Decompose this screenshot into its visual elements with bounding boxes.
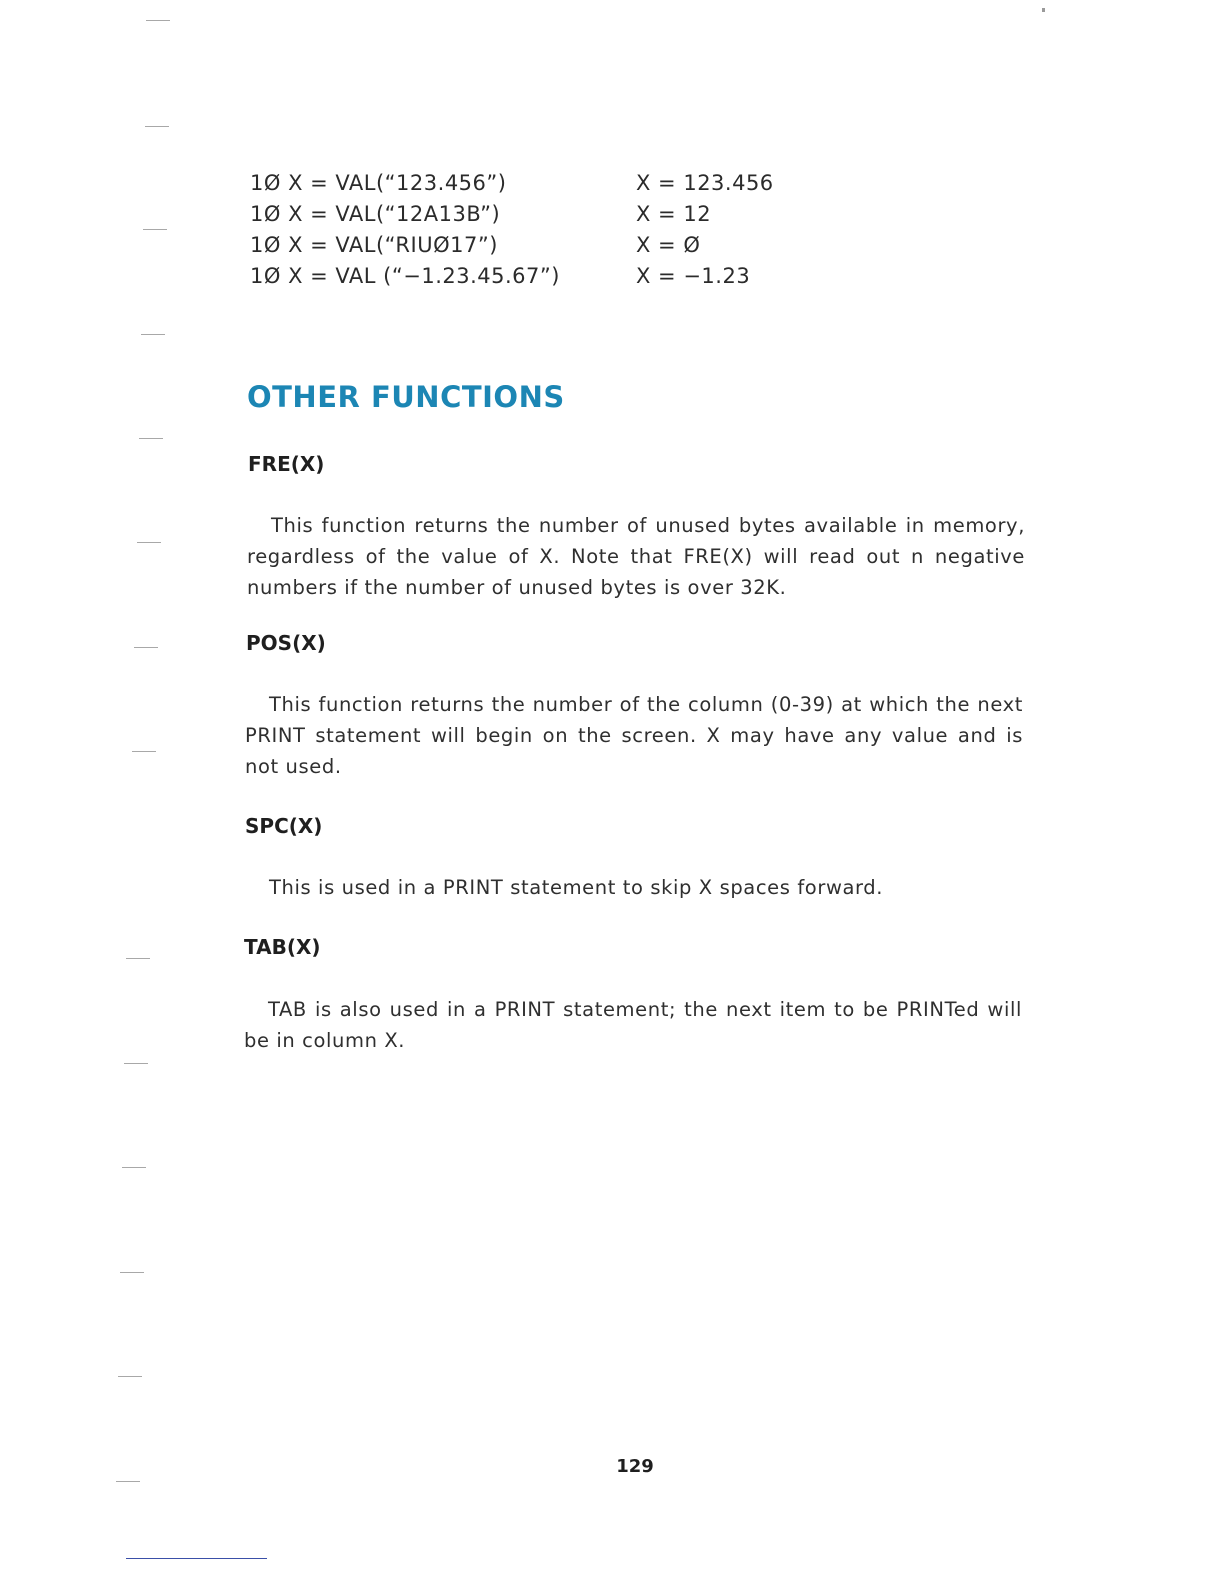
scan-speck bbox=[1042, 8, 1045, 12]
binder-mark bbox=[122, 1167, 146, 1168]
fre-function-description: This function returns the number of unused bytes available in memory, regardless of the value of X. Note that FRE(X) will read out n negative numbers if the number of unused bytes is over 32K. bbox=[247, 514, 1025, 599]
binder-mark bbox=[141, 334, 165, 335]
binder-mark bbox=[143, 229, 167, 230]
binder-mark bbox=[120, 1272, 144, 1273]
binder-mark bbox=[137, 542, 161, 543]
example-result: X = 123.456 bbox=[636, 171, 774, 195]
binder-mark bbox=[134, 647, 158, 648]
example-row bbox=[250, 168, 810, 199]
spc-function-title: SPC(X) bbox=[245, 814, 323, 838]
pos-function-title: POS(X) bbox=[246, 631, 326, 655]
tab-function-title: TAB(X) bbox=[244, 935, 321, 959]
val-examples bbox=[250, 168, 810, 292]
binder-mark bbox=[145, 126, 169, 127]
example-result: X = −1.23 bbox=[636, 264, 751, 288]
binder-mark bbox=[124, 1063, 148, 1064]
example-row bbox=[250, 230, 810, 261]
binder-mark bbox=[146, 20, 170, 21]
pos-function-description: This function returns the number of the column (0-39) at which the next PRINT statement will begin on the screen. X may have any value and is not used. bbox=[245, 693, 1023, 778]
section-heading: OTHER FUNCTIONS bbox=[247, 380, 565, 414]
binder-mark bbox=[116, 1481, 140, 1482]
example-code: 1Ø X = VAL(“123.456”) bbox=[250, 171, 507, 195]
tab-function-description: TAB is also used in a PRINT statement; the next item to be PRINTed will be in column X. bbox=[244, 998, 1022, 1052]
example-code: 1Ø X = VAL(“12A13B”) bbox=[250, 202, 501, 226]
fre-function-title: FRE(X) bbox=[248, 452, 325, 476]
example-result: X = 12 bbox=[636, 202, 712, 226]
binder-marks bbox=[0, 0, 200, 1584]
binder-mark bbox=[139, 438, 163, 439]
example-code: 1Ø X = VAL(“RIUØ17”) bbox=[250, 233, 498, 257]
page-number: 129 bbox=[616, 1456, 654, 1477]
binder-mark bbox=[118, 1376, 142, 1377]
binder-mark bbox=[126, 958, 150, 959]
example-row bbox=[250, 261, 810, 292]
example-result: X = Ø bbox=[636, 233, 701, 257]
binder-mark bbox=[132, 751, 156, 752]
bottom-rule bbox=[126, 1558, 267, 1559]
example-code: 1Ø X = VAL (“−1.23.45.67”) bbox=[250, 264, 560, 288]
example-row bbox=[250, 199, 810, 230]
spc-function-description: This is used in a PRINT statement to skip X spaces forward. bbox=[269, 876, 884, 899]
